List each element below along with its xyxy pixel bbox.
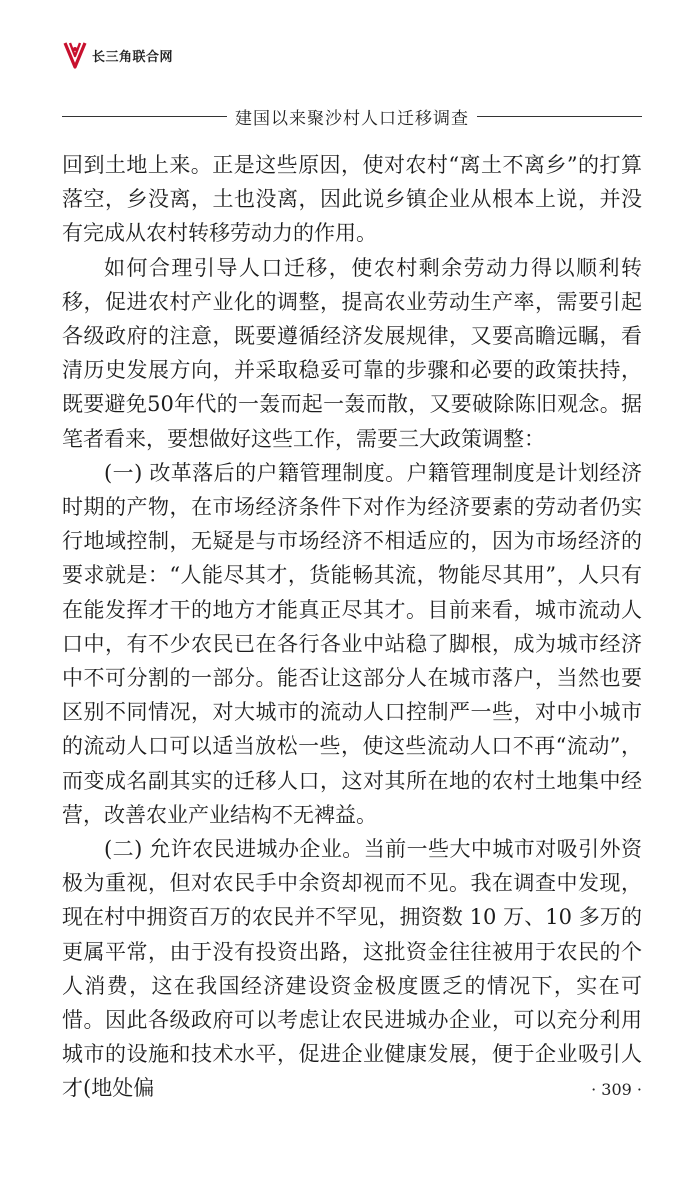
logo-text: 长三角联合网	[92, 49, 174, 65]
header-title: 建国以来聚沙村人口迁移调查	[235, 109, 469, 129]
paragraph-farmers-enterprise: (二) 允许农民进城办企业。当前一些大中城市对吸引外资极为重视，但对农民手中余资却视而不见。我在调查中发现，现在村中拥资百万的农民并不罕见，拥资数 10 万、10 多万的更属平常，由于没有投资出路，这批资金往往被用于农民的个人消费，这在我国经济建设资金极度匮乏的情况下，实在可惜。因此各级政府可以考虑让农民进城办企业，可以充分利用城市的设施和技术水平，促进企业健康发展，便于企业吸引人才(地处偏	[62, 837, 642, 1101]
site-logo	[62, 40, 173, 70]
paragraph-continued: 回到土地上来。正是这些原因，使对农村“离土不离乡”的打算落空，乡没离，土也没离，因此说乡镇企业从根本上说，并没有完成从农村转移劳动力的作用。	[62, 153, 642, 246]
page-body	[62, 148, 642, 1106]
paragraph-policy-intro: 如何合理引导人口迁移，使农村剩余劳动力得以顺利转移，促进农村产业化的调整，提高农业劳动生产率，需要引起各级政府的注意，既要遵循经济发展规律，又要高瞻远瞩，看清历史发展方向，并采取稳妥可靠的步骤和必要的政策扶持，既要避免50年代的一轰而起一轰而散，又要破除陈旧观念。据笔者看来，要想做好这些工作，需要三大政策调整：	[62, 255, 642, 451]
header-rule-right	[477, 116, 642, 117]
triangle-network-logo-icon	[62, 40, 88, 70]
running-header	[62, 104, 642, 129]
page-number: · 309 ·	[591, 1080, 642, 1099]
header-rule-left	[62, 116, 227, 117]
paragraph-household-registration: (一) 改革落后的户籍管理制度。户籍管理制度是计划经济时期的产物，在市场经济条件下对作为经济要素的劳动者仍实行地域控制，无疑是与市场经济不相适应的，因为市场经济的要求就是：“人能尽其才，货能畅其流，物能尽其用”，人只有在能发挥才干的地方才能真正尽其才。目前来看，城市流动人口中，有不少农民已在各行各业中站稳了脚根，成为城市经济中不可分割的一部分。能否让这部分人在城市落户，当然也要区别不同情况，对大城市的流动人口控制严一些，对中小城市的流动人口可以适当放松一些，使这些流动人口不再“流动”，而变成名副其实的迁移人口，这对其所在地的农村土地集中经营，改善农业产业结构不无裨益。	[62, 460, 642, 827]
